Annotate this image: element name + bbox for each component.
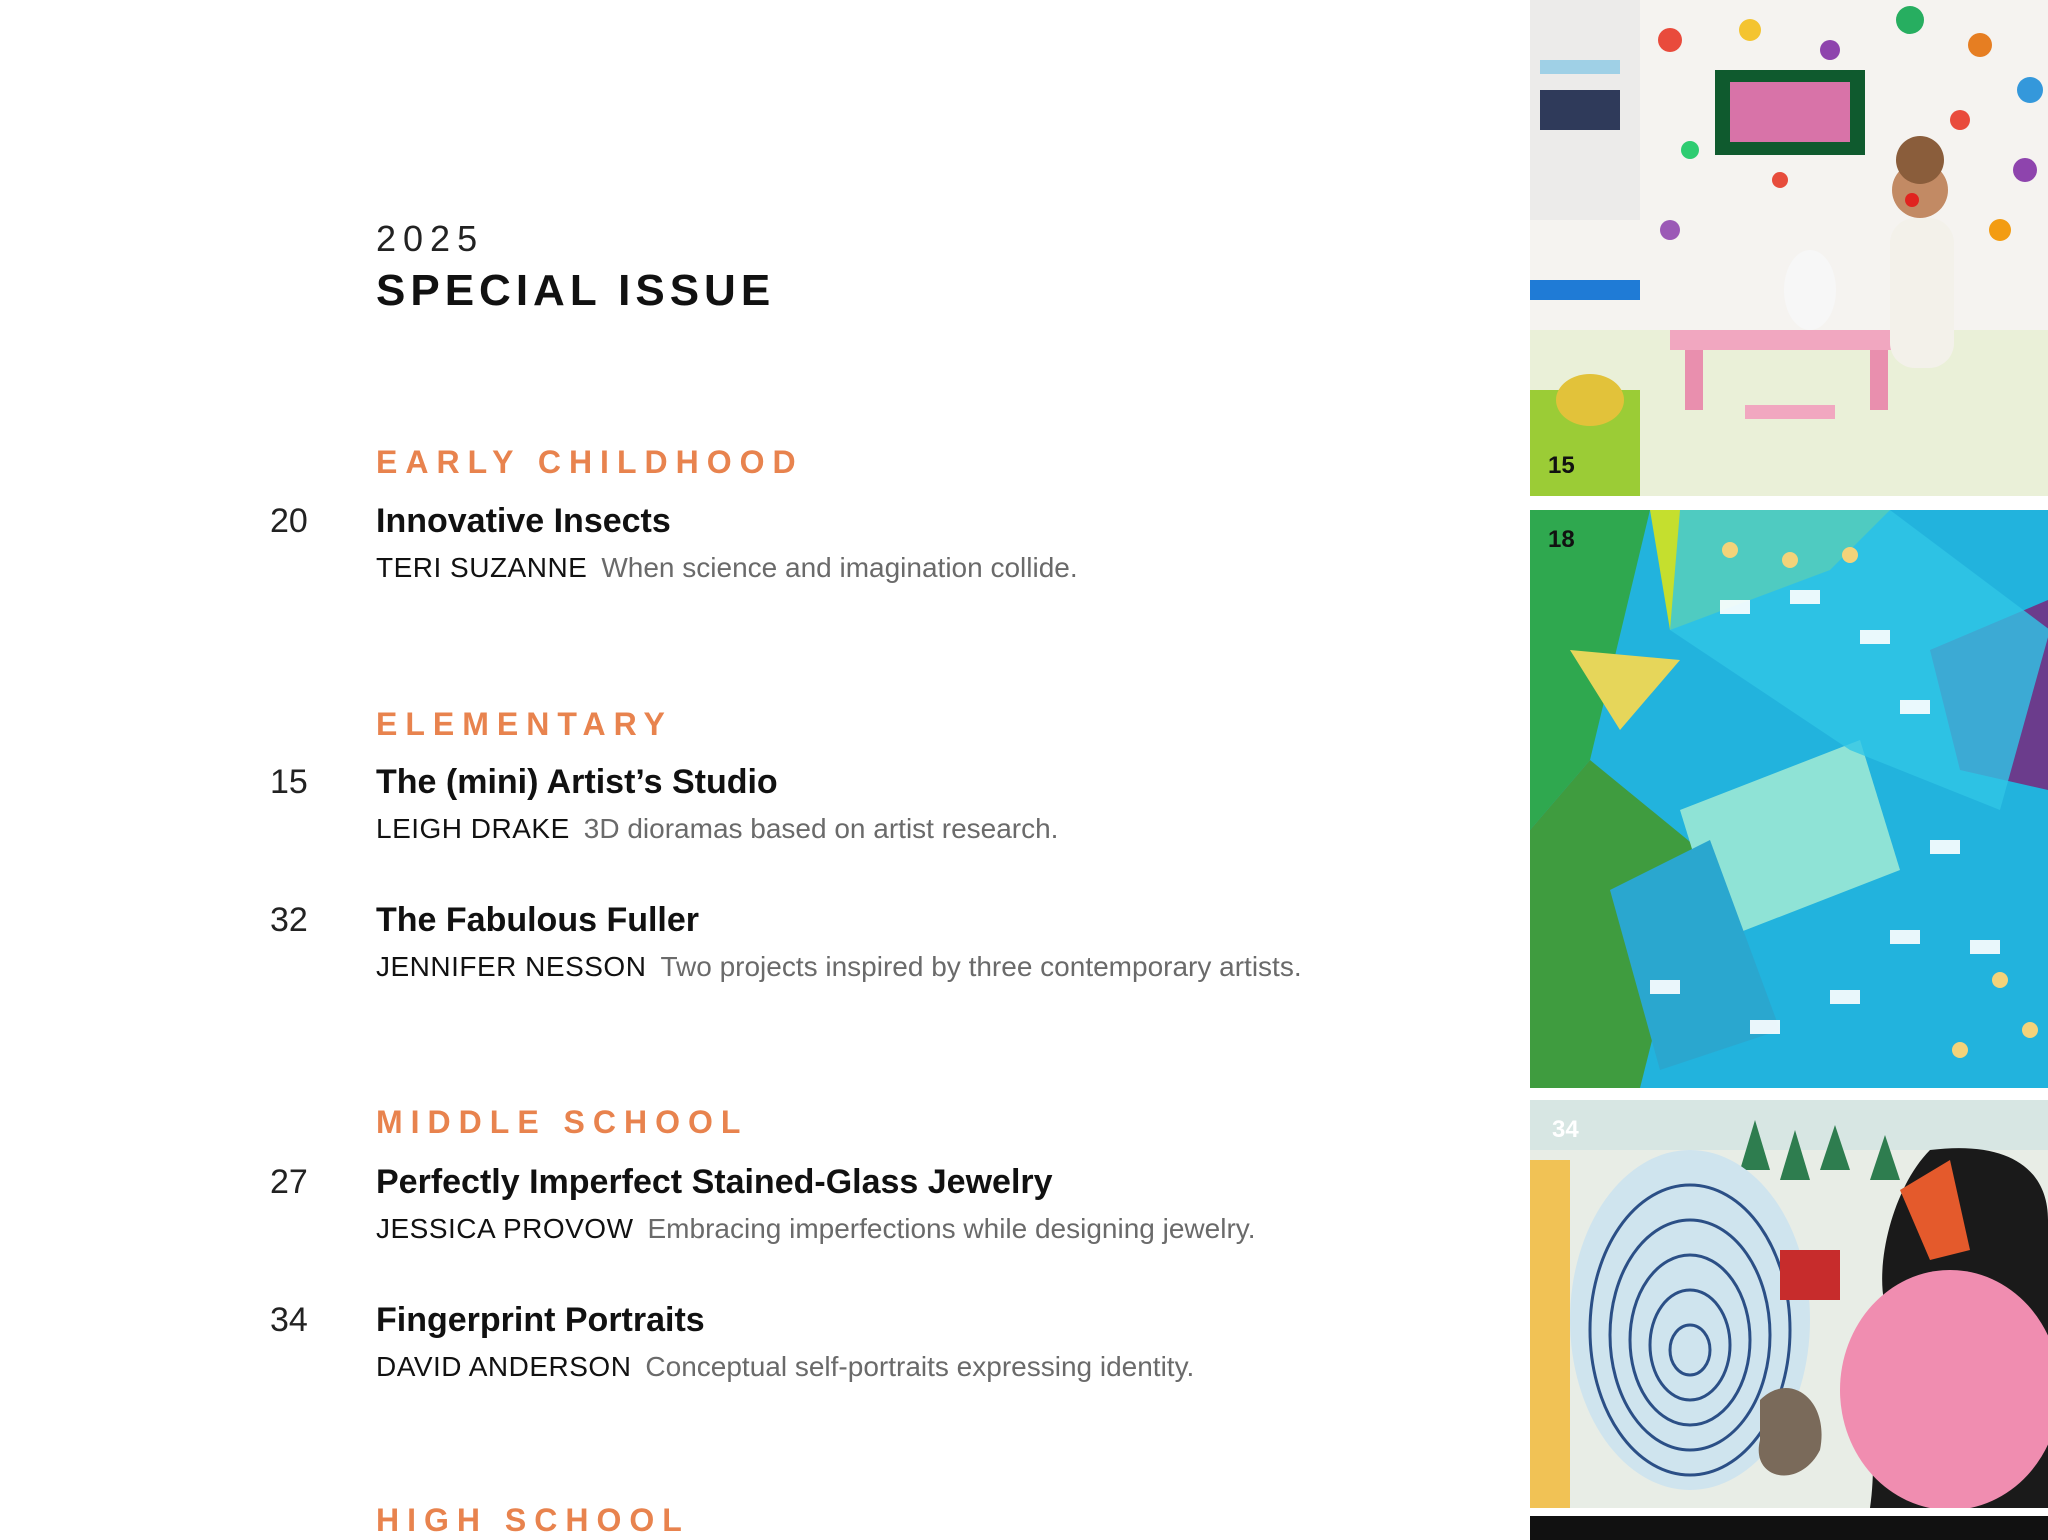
byline <box>376 1213 1255 1245</box>
portrait-illustration <box>1530 1100 2048 1508</box>
page-number: 20 <box>270 502 308 540</box>
section-heading-early-childhood: EARLY CHILDHOOD <box>376 444 804 480</box>
thumbnail-page-label: 15 <box>1548 452 1575 479</box>
article-title[interactable]: The Fabulous Fuller <box>376 901 700 939</box>
thumbnail-page-label: 18 <box>1548 526 1575 553</box>
article-title[interactable]: The (mini) Artist’s Studio <box>376 763 778 801</box>
section-heading-high-school: HIGH SCHOOL <box>376 1502 690 1538</box>
thumbnail-cropped <box>1530 1516 2048 1540</box>
section-heading-elementary: ELEMENTARY <box>376 706 673 742</box>
article-title[interactable]: Fingerprint Portraits <box>376 1301 705 1339</box>
byline <box>376 1351 1194 1383</box>
author-name: TERI SUZANNE <box>376 552 588 583</box>
article-description: Two projects inspired by three contemporary artists. <box>660 951 1302 982</box>
author-name: LEIGH DRAKE <box>376 813 570 844</box>
article-title[interactable]: Perfectly Imperfect Stained-Glass Jewelry <box>376 1163 1053 1201</box>
section-heading-middle-school: MIDDLE SCHOOL <box>376 1104 749 1140</box>
diorama-illustration <box>1530 0 2048 496</box>
thumbnail-ceramic-mosaic[interactable] <box>1530 510 2048 1088</box>
thumbnail-fingerprint-portrait[interactable] <box>1530 1100 2048 1508</box>
page-number: 32 <box>270 901 308 939</box>
article-description: 3D dioramas based on artist research. <box>583 813 1059 844</box>
thumbnail-artist-studio-diorama[interactable] <box>1530 0 2048 496</box>
author-name: DAVID ANDERSON <box>376 1351 632 1382</box>
article-description: Embracing imperfections while designing jewelry. <box>647 1213 1256 1244</box>
page-number: 27 <box>270 1163 308 1201</box>
byline <box>376 951 1302 983</box>
page-number: 15 <box>270 763 308 801</box>
byline <box>376 813 1058 845</box>
article-title[interactable]: Innovative Insects <box>376 502 671 540</box>
issue-year: 2025 <box>376 218 485 259</box>
ceramic-illustration <box>1530 510 2048 1088</box>
article-description: When science and imagination collide. <box>601 552 1078 583</box>
issue-title: SPECIAL ISSUE <box>376 266 776 315</box>
thumbnail-page-label: 34 <box>1552 1116 1579 1143</box>
byline <box>376 552 1078 584</box>
article-description: Conceptual self-portraits expressing identity. <box>645 1351 1195 1382</box>
page-number: 34 <box>270 1301 308 1339</box>
author-name: JESSICA PROVOW <box>376 1213 634 1244</box>
author-name: JENNIFER NESSON <box>376 951 647 982</box>
